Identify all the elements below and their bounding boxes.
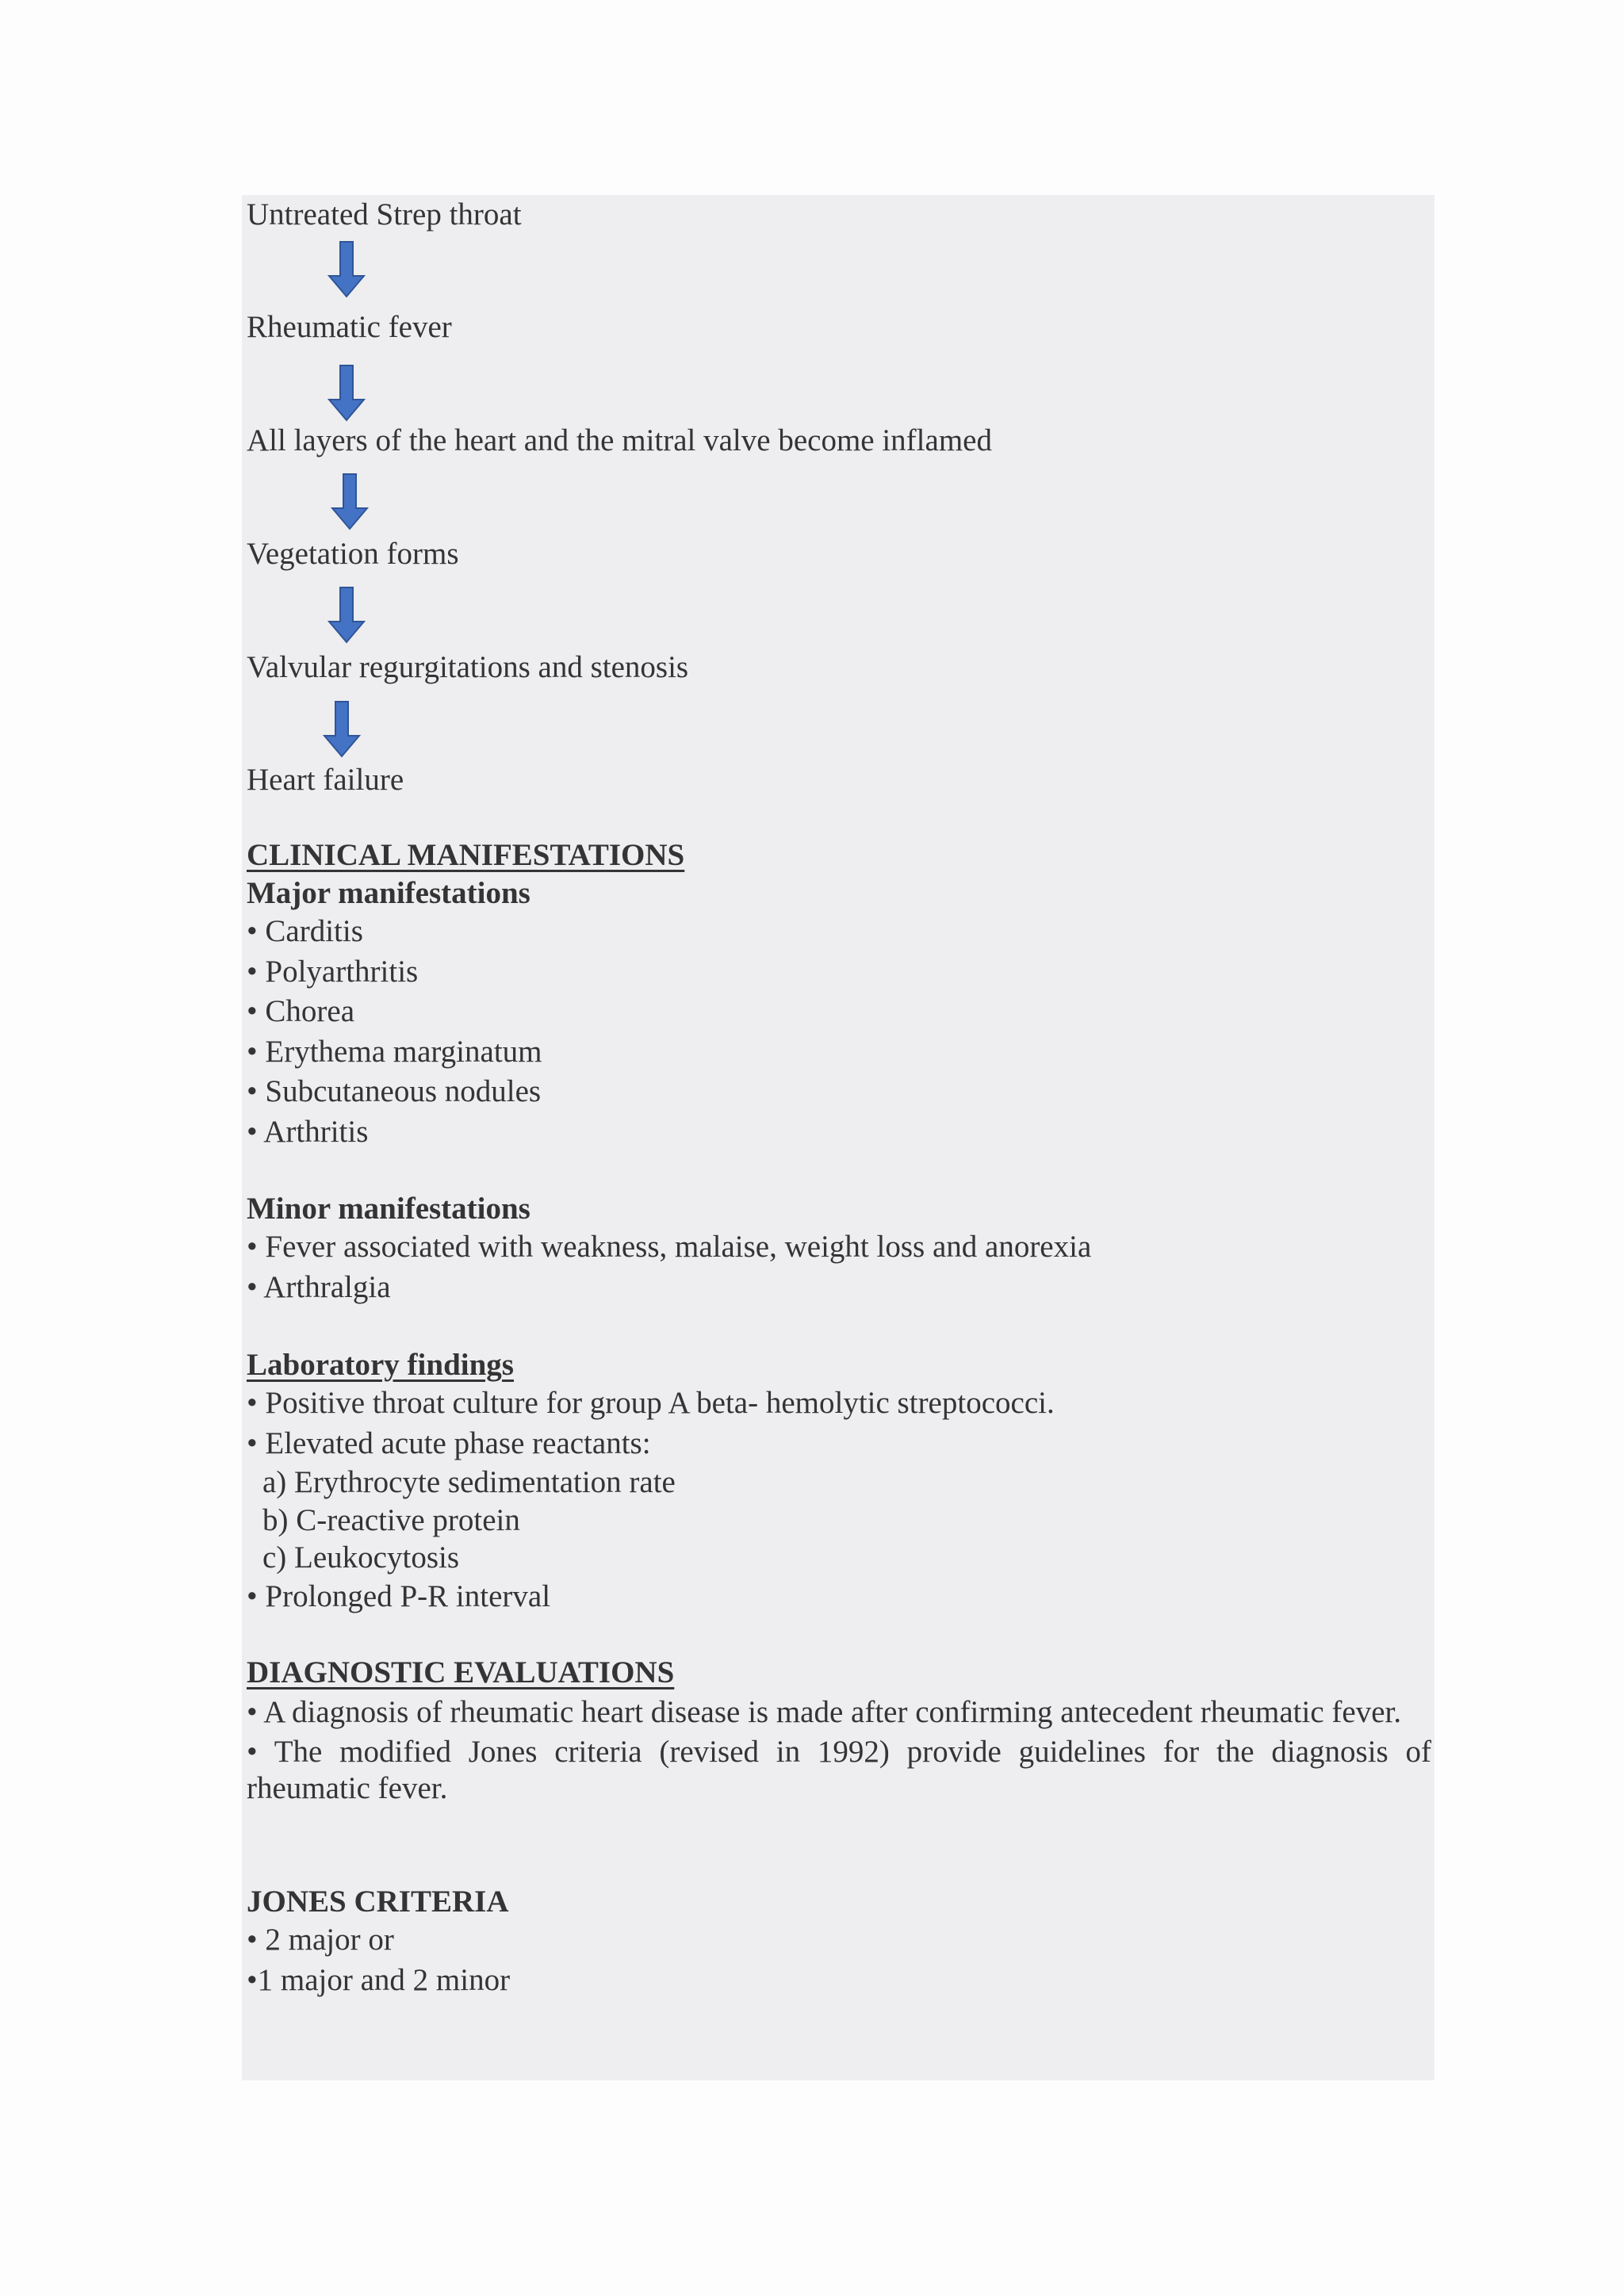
flow-step-strep-throat: Untreated Strep throat xyxy=(247,197,522,232)
diagnostic-heading: DIAGNOSTIC EVALUATIONS xyxy=(247,1655,675,1689)
sub-list-item: b) C-reactive protein xyxy=(262,1502,520,1537)
diagnostic-paragraph: • A diagnosis of rheumatic heart disease is made after confirming antecedent rheumatic fever. xyxy=(247,1695,1402,1729)
minor-heading: Minor manifestations xyxy=(247,1192,530,1226)
list-item: • Polyarthritis xyxy=(247,954,419,989)
down-arrow-icon xyxy=(327,365,366,422)
major-heading: Major manifestations xyxy=(247,876,530,910)
jones-heading: JONES CRITERIA xyxy=(247,1885,509,1919)
list-item: • Carditis xyxy=(247,914,363,948)
minor-section xyxy=(247,1191,1431,1307)
flow-step-vegetation: Vegetation forms xyxy=(247,537,459,571)
list-item: •1 major and 2 minor xyxy=(247,1962,511,1997)
sub-list-item: c) Leukocytosis xyxy=(262,1540,460,1575)
laboratory-section xyxy=(247,1347,1431,1617)
flow-step-heart-inflamed: All layers of the heart and the mitral valve become inflamed xyxy=(247,423,992,457)
sub-list-item: a) Erythrocyte sedimentation rate xyxy=(262,1465,676,1499)
down-arrow-icon xyxy=(327,587,366,644)
down-arrow-icon xyxy=(331,473,369,530)
list-item: • Arthritis xyxy=(247,1114,369,1149)
flow-step-heart-failure: Heart failure xyxy=(247,763,404,797)
flow-step-regurgitation: Valvular regurgitations and stenosis xyxy=(247,650,689,684)
clinical-section xyxy=(247,836,1431,1152)
list-item: • Arthralgia xyxy=(247,1269,391,1304)
flow-step-rheumatic-fever: Rheumatic fever xyxy=(247,310,452,344)
down-arrow-icon xyxy=(327,241,366,298)
list-item: • Fever associated with weakness, malaise, weight loss and anorexia xyxy=(247,1230,1092,1264)
list-item: • Positive throat culture for group A beta- hemolytic streptococci. xyxy=(247,1386,1055,1420)
down-arrow-icon xyxy=(323,701,361,758)
diagnostic-paragraph: • The modified Jones criteria (revised in 1992) provide guidelines for the diagnosis of rheumatic fever. xyxy=(247,1735,1431,1805)
list-item: • Subcutaneous nodules xyxy=(247,1074,542,1108)
list-item: • 2 major or xyxy=(247,1923,394,1957)
list-item: • Elevated acute phase reactants: xyxy=(247,1425,651,1460)
jones-section xyxy=(247,1884,1431,2000)
list-item: • Erythema marginatum xyxy=(247,1034,542,1069)
list-item: • Chorea xyxy=(247,994,355,1028)
list-item: • Prolonged P-R interval xyxy=(247,1578,551,1613)
laboratory-heading: Laboratory findings xyxy=(247,1348,514,1382)
clinical-heading: CLINICAL MANIFESTATIONS xyxy=(247,838,685,872)
diagnostic-section xyxy=(247,1655,1431,1807)
